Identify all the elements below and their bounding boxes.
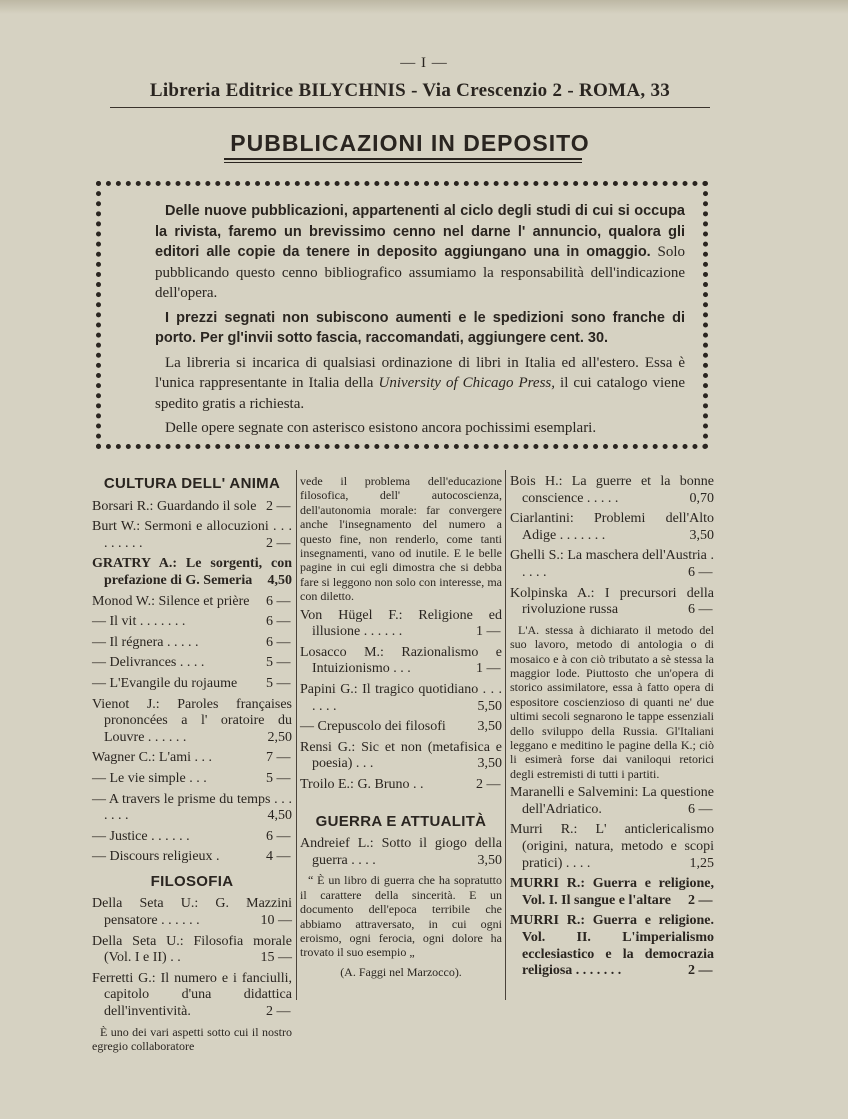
book-title: Papini G.: Il tragico quotidiano . . . . . . . — [300, 682, 502, 714]
notice-paragraph-2: I prezzi segnati non subiscono aumenti e le spedizioni sono franche di porto. Per gl'invii sotto fascia, raccomandati, aggiungere cent. 30. — [155, 309, 685, 346]
book-entry — [510, 586, 714, 619]
book-price: 5 — — [266, 655, 291, 671]
book-title: — Justice . . . . . . — [92, 828, 190, 844]
book-entry — [92, 829, 292, 846]
book-price: 1,25 — [689, 855, 714, 871]
book-title: Burt W.: Sermoni e allocuzioni . . . . . . . . . — [92, 519, 292, 551]
book-price: 7 — — [266, 750, 291, 766]
page-number: — I — — [400, 55, 448, 71]
entry-list — [92, 896, 292, 1020]
book-price: 4 — — [266, 849, 291, 865]
book-price: 3,50 — [477, 756, 502, 772]
book-entry — [510, 876, 714, 909]
book-entry — [300, 719, 502, 736]
book-price: 2 — — [266, 1004, 291, 1020]
header-rule — [110, 107, 710, 108]
notice-paragraph-4: Delle opere segnate con asterisco esistono ancora pochissimi esemplari. — [165, 420, 597, 436]
review-note: L'A. stessa à dichiarato il metodo del suo lavoro, metodo di antologia o di mosaico e à con ciò tributato a sè stessa la maggior lode. Piuttosto che un'opera di storico assimilatore, essa à fatto opera di espositore coscienzioso di quanti ne' due ultimi secoli segnarono le tappe essenziali dello sviluppo della Russia. Gl'Italiani leggano e meditino le pagine della K.; ciò li esimerà forse dai vaniloqui retorici degli estremisti di tutti i partiti. — [510, 622, 714, 781]
book-title: Monod W.: Silence et prière — [92, 593, 250, 609]
book-price: 1 — — [476, 661, 501, 677]
book-title: Andreief L.: Sotto il giogo della guerra . . . . — [300, 836, 502, 868]
book-price: 4,50 — [267, 572, 292, 588]
title-rule — [224, 158, 582, 160]
book-price: 6 — — [266, 593, 291, 609]
book-entry — [92, 771, 292, 788]
book-title: Losacco M.: Razionalismo e Intuizionismo . . . — [300, 644, 502, 677]
book-entry — [92, 697, 292, 747]
section-heading: FILOSOFIA — [150, 872, 234, 890]
notice-p3-italic: University of Chicago Press, — [378, 375, 556, 391]
book-entry — [92, 792, 292, 825]
book-price: 3,50 — [477, 852, 502, 868]
book-entry — [92, 519, 292, 552]
book-entry — [92, 614, 292, 631]
book-price: 0,70 — [689, 490, 714, 506]
review-note: “ È un libro di guerra che ha sopratutto il carattere della sincerità. E un documento dell'epoca terribile che abbiamo attraversato, in cui ogni eroismo, ogni ferocia, ogni dolore ha trovato il suo esempio „ — [300, 873, 502, 960]
book-entry — [510, 548, 714, 581]
title-rule-thin — [224, 162, 582, 163]
book-title: Wagner C.: L'ami . . . — [92, 750, 212, 766]
book-entry — [300, 777, 502, 794]
book-entry — [300, 608, 502, 641]
book-entry — [92, 556, 292, 589]
book-title: MURRI R.: Guerra e religione. Vol. II. L'imperialismo ecclesiastico e la democrazia religiosa . . . . . . . — [510, 913, 714, 979]
book-price: 2 — — [688, 892, 713, 908]
book-price: 5 — — [266, 675, 291, 691]
book-price: 1 — — [476, 624, 501, 640]
book-entry — [300, 645, 502, 678]
book-price: 4,50 — [267, 808, 292, 824]
book-entry — [300, 682, 502, 715]
column-divider — [505, 470, 506, 1000]
book-title: Murri R.: L' anticlericalismo (origini, natura, metodo e scopi pratici) . . . . — [510, 822, 714, 871]
book-title: — Discours religieux . — [92, 849, 220, 865]
book-price: 10 — — [260, 913, 292, 929]
book-title: GRATRY A.: Le sorgenti, con prefazione di G. Semeria — [92, 556, 292, 588]
book-entry — [92, 750, 292, 767]
book-price: 6 — — [688, 801, 713, 817]
section-heading: CULTURA DELL' ANIMA — [103, 475, 281, 492]
column-3 — [510, 474, 714, 984]
book-title: Della Seta U.: G. Mazzini pensatore . . . . . . — [92, 896, 292, 929]
notice-p1-bold: Delle nuove pubblicazioni, appartenenti al ciclo degli studi di cui si occupa la rivista, faremo un brevissimo cenno nel darne l' annuncio, qualora gli editori alle copie da tenere in deposito aggiungano una in omaggio. — [155, 203, 685, 260]
book-entry — [92, 676, 292, 693]
book-price: 6 — — [266, 828, 291, 844]
page-edge — [0, 0, 848, 14]
book-title: — Crepuscolo dei filosofi — [300, 719, 446, 735]
book-price: 15 — — [260, 950, 292, 966]
page-title: PUBBLICAZIONI IN DEPOSITO — [230, 130, 590, 156]
book-price: 6 — — [688, 602, 713, 618]
book-entry — [300, 740, 502, 773]
column-1 — [92, 474, 292, 1057]
book-title: — Le vie simple . . . — [92, 770, 207, 786]
spacer — [300, 798, 502, 812]
publisher-header: Libreria Editrice BILYCHNIS - Via Crescenzio 2 - ROMA, 33 — [149, 80, 671, 101]
column-divider — [296, 470, 297, 1000]
book-price: 2 — — [688, 963, 713, 979]
book-price: 3,50 — [477, 719, 502, 735]
book-price: 3,50 — [689, 527, 714, 543]
book-title: Ghelli S.: La maschera dell'Austria . . . . . — [510, 548, 714, 580]
book-title: Della Seta U.: Filosofia morale (Vol. I e II) . . — [92, 933, 292, 966]
notice-p3-a: La libreria si incarica di qualsiasi ordinazione di libri in Italia ed all'estero. Essa è l'unica rappresentante in Italia della — [155, 354, 685, 391]
book-title: Borsari R.: Guardando il sole — [92, 498, 257, 514]
book-entry — [92, 594, 292, 611]
book-entry — [92, 849, 292, 866]
book-entry — [92, 896, 292, 929]
book-title: Von Hügel F.: Religione ed illusione . . . . . . — [300, 607, 502, 640]
notice-p3-b: il cui catalogo viene spedito gratis a richiesta. — [155, 375, 685, 412]
book-price: 2 — — [266, 498, 291, 514]
book-title: Troilo E.: G. Bruno . . — [300, 777, 424, 792]
book-entry — [92, 499, 292, 516]
book-entry — [300, 836, 502, 869]
entry-list — [510, 474, 714, 619]
book-title: Ciarlantini: Problemi dell'Alto Adige . . . . . . . — [510, 511, 714, 543]
book-title: — A travers le prisme du temps . . . . . . . — [92, 791, 292, 824]
notice-paragraph-1 — [155, 201, 685, 304]
book-price: 5,50 — [477, 698, 502, 714]
book-price: 2 — — [476, 777, 501, 792]
book-title: Vienot J.: Paroles françaises prononcées a l' oratoire du Louvre . . . . . . — [92, 696, 292, 745]
book-entry — [92, 971, 292, 1021]
book-entry — [510, 785, 714, 818]
book-title: — Il vit . . . . . . . — [92, 614, 186, 630]
column-2 — [300, 474, 502, 984]
entry-list — [510, 785, 714, 980]
book-price: 6 — — [688, 564, 713, 580]
notice-p1-rest: Solo pubblicando questo cenno bibliografico assumiamo la responsabilità dell'indicazione dell'opera. — [155, 244, 685, 301]
book-entry — [92, 934, 292, 967]
book-title: Maranelli e Salvemini: La questione dell'Adriatico. — [510, 785, 714, 817]
book-price: 5 — — [266, 770, 291, 786]
book-price: 2,50 — [267, 729, 292, 745]
review-note: È uno dei vari aspetti sotto cui il nostro egregio collaboratore — [92, 1024, 292, 1054]
book-title: Kolpinska A.: I precursori della rivoluzione russa — [510, 585, 714, 618]
book-title: Rensi G.: Sic et non (metafisica e poesia) . . . — [300, 739, 502, 772]
notice-text — [155, 201, 685, 443]
entry-list — [92, 499, 292, 866]
book-price: 2 — — [266, 535, 291, 551]
book-price: 6 — — [266, 634, 291, 650]
book-entry — [92, 635, 292, 652]
entry-list — [300, 608, 502, 794]
notice-paragraph-3 — [155, 353, 685, 415]
book-entry — [510, 822, 714, 872]
book-title: — Il régnera . . . . . — [92, 634, 199, 650]
book-title: — Delivrances . . . . — [92, 655, 205, 671]
book-entry — [510, 511, 714, 544]
book-title: MURRI R.: Guerra e religione, Vol. I. Il sangue e l'altare — [510, 876, 714, 908]
notice-box — [96, 181, 708, 449]
book-title: Ferretti G.: Il numero e i fanciulli, capitolo d'una didattica dell'inventività. — [92, 970, 292, 1020]
book-title: Bois H.: La guerre et la bonne conscience . . . . . — [510, 474, 714, 506]
review-note: vede il problema dell'educazione filosofica, dell' autocoscienza, dell'autonomia morale: far convergere anche l'insegnamento del numero a questo fine, non renderlo, come tanti insegnamenti, vano od inutile. E le belle pagine in cui egli dimostra che si debba fare si leggono non solo con interesse, ma con diletto. — [300, 474, 502, 604]
review-signature: (A. Faggi nel Marzocco). — [340, 964, 462, 979]
book-price: 6 — — [266, 614, 291, 630]
book-entry — [510, 913, 714, 979]
book-entry — [92, 655, 292, 672]
book-title: — L'Evangile du rojaume — [92, 675, 238, 691]
book-entry — [510, 474, 714, 507]
entry-list — [300, 836, 502, 869]
section-heading: GUERRA E ATTUALITÀ — [315, 812, 487, 830]
